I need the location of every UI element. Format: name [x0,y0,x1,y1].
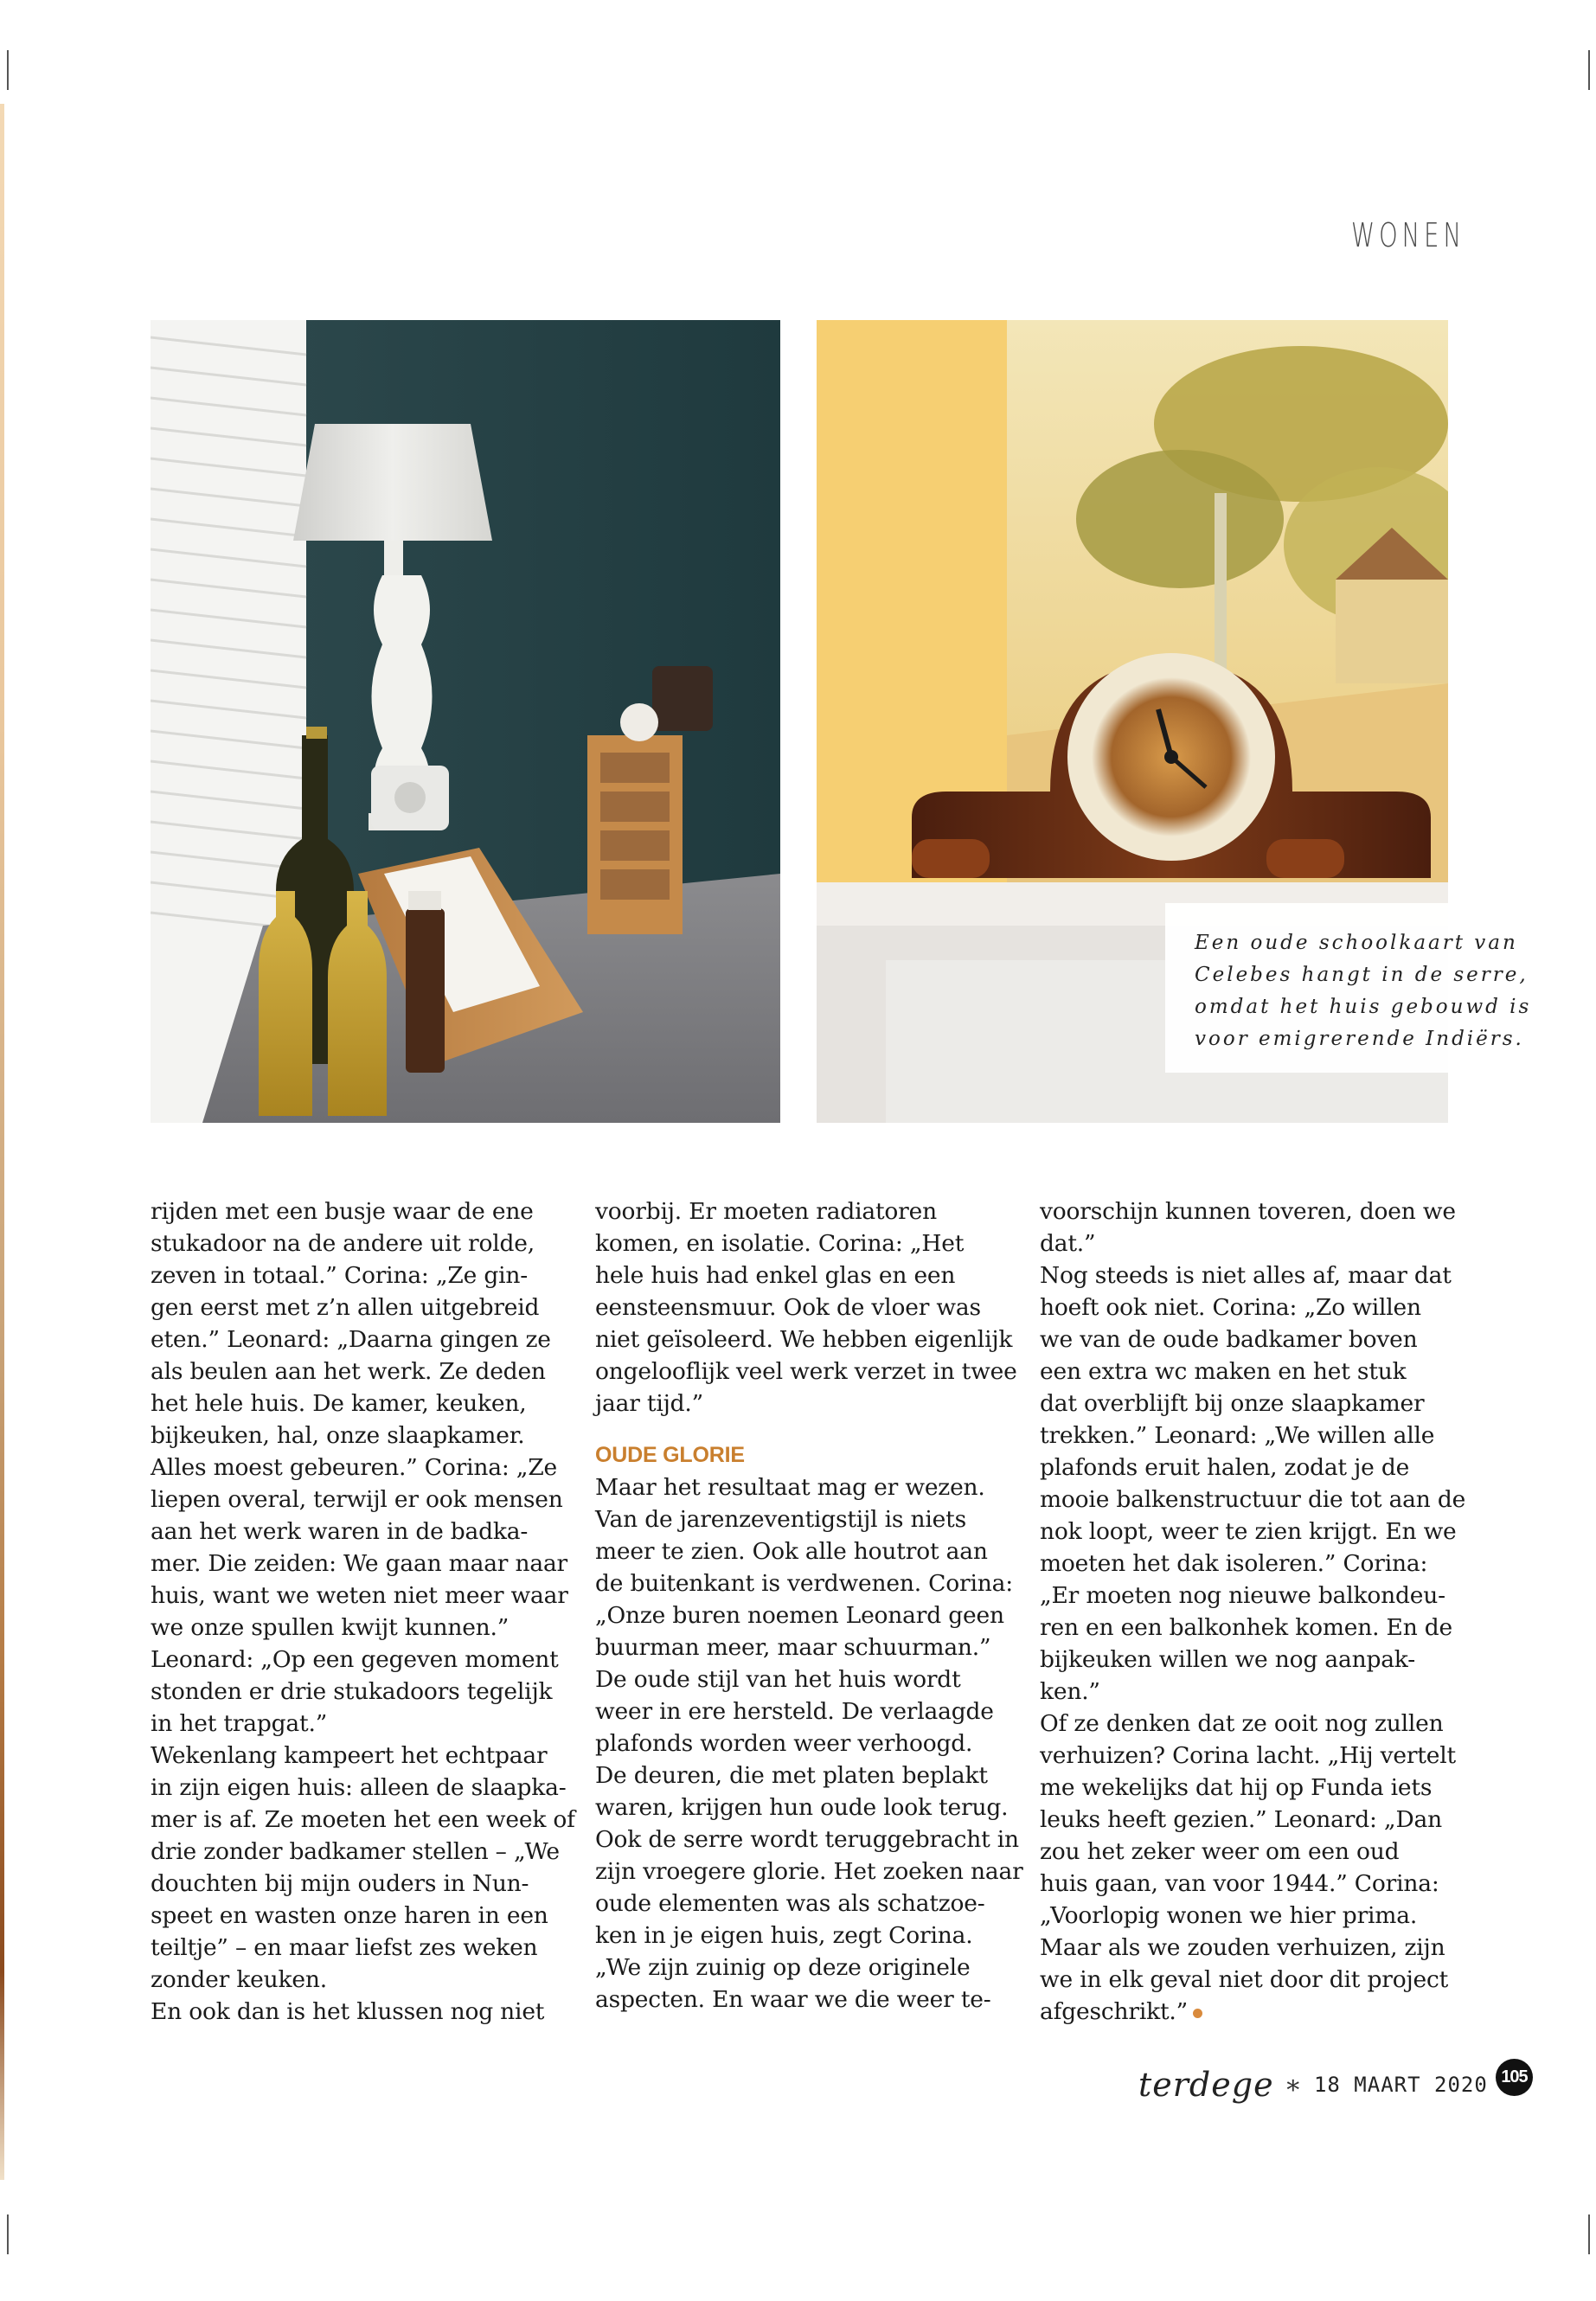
text-line: trekken.” Leonard: „We willen alle [1040,1422,1435,1449]
text-line: mer is af. Ze moeten het een week of [151,1806,575,1833]
asterisk-separator-icon: ∗ [1284,2069,1302,2100]
text-line: zou het zeker weer om een oud [1040,1838,1400,1865]
text-line: voorbij. Er moeten radiatoren [595,1198,937,1225]
text-line: mer. Die zeiden: We gaan maar naar [151,1550,568,1577]
text-line: weer in ere hersteld. De verlaagde [595,1698,994,1725]
caption-line: Celebes hangt in de serre, [1195,964,1529,986]
section-label: WONEN [1351,216,1466,254]
text-line: meer te zien. Ook alle houtrot aan [595,1538,988,1565]
text-line: Alles moest gebeuren.” Corina: „Ze [151,1454,558,1481]
text-line: dat overblijft bij onze slaapkamer [1040,1390,1425,1417]
text-line: in zijn eigen huis: alleen de slaapka- [151,1774,567,1801]
text-line: bijkeuken willen we nog aanpak- [1040,1646,1415,1673]
crop-mark-top-right [1588,50,1590,90]
text-line: we onze spullen kwijt kunnen.” [151,1614,510,1641]
text-line: eten.” Leonard: „Daarna gingen ze [151,1326,551,1353]
text-line: huis gaan, van voor 1944.” Corina: [1040,1870,1439,1897]
text-line: „Onze buren noemen Leonard geen [595,1602,1004,1629]
text-line: zeven in totaal.” Corina: „Ze gin- [151,1262,528,1289]
text-line: Van de jarenzeventigstijl is niets [595,1506,966,1533]
text-line: Wekenlang kampeert het echtpaar [151,1742,548,1769]
text-line: De oude stijl van het huis wordt [595,1666,961,1693]
text-line: leuks heeft gezien.” Leonard: „Dan [1040,1806,1442,1833]
text-line: bijkeuken, hal, onze slaapkamer. [151,1422,525,1449]
text-line: stukadoor na de andere uit rolde, [151,1230,535,1257]
text-line: verhuizen? Corina lacht. „Hij vertelt [1040,1742,1456,1769]
end-of-article-dot [1193,2009,1202,2018]
text-line: De deuren, die met platen beplakt [595,1762,988,1789]
text-line: Maar als we zouden verhuizen, zijn [1040,1934,1445,1961]
text-line: speet en wasten onze haren in een [151,1902,548,1929]
text-line: afgeschrikt.” [1040,1998,1188,2025]
text-line: Of ze denken dat ze ooit nog zullen [1040,1710,1444,1737]
crop-mark-top-left [7,50,9,90]
text-line: de buitenkant is verdwenen. Corina: [595,1570,1013,1597]
text-line: we in elk geval niet door dit project [1040,1966,1449,1993]
caption-line: Een oude schoolkaart van [1195,932,1518,954]
text-line: moeten het dak isoleren.” Corina: [1040,1550,1428,1577]
text-line: hoeft ook niet. Corina: „Zo willen [1040,1294,1421,1321]
text-line: aspecten. En waar we die weer te- [595,1986,991,2013]
text-line: oude elementen was als schatzoe- [595,1890,985,1917]
text-line: in het trapgat.” [151,1710,328,1737]
text-line: ren en een balkonhek komen. En de [1040,1614,1453,1641]
text-line: jaar tijd.” [595,1390,703,1417]
crop-mark-bottom-right [1588,2214,1590,2254]
text-line: ken.” [1040,1678,1100,1705]
text-line: eensteensmuur. Ook de vloer was [595,1294,981,1321]
crop-mark-bottom-left [7,2214,9,2254]
text-line: mooie balkenstructuur die tot aan de [1040,1486,1466,1513]
text-line: „Voorlopig wonen we hier prima. [1040,1902,1418,1929]
text-line: douchten bij mijn ouders in Nun- [151,1870,529,1897]
text-line-last [1040,1996,1455,2028]
photo-caption [1165,903,1532,1073]
magazine-brand: terdege [1138,2066,1274,2104]
text-line: zonder keuken. [151,1966,327,1993]
text-line: voorschijn kunnen toveren, doen we [1040,1198,1456,1225]
caption-line: voor emigrerende Indiërs. [1195,1028,1524,1050]
text-line: „Er moeten nog nieuwe balkondeu- [1040,1582,1445,1609]
text-line: hele huis had enkel glas en een [595,1262,956,1289]
text-line: Nog steeds is niet alles af, maar dat [1040,1262,1452,1289]
page-footer [1138,2059,1488,2111]
text-line: als beulen aan het werk. Ze deden [151,1358,546,1385]
text-line: liepen overal, terwijl er ook mensen [151,1486,563,1513]
text-line: En ook dan is het klussen nog niet [151,1998,545,2025]
text-line: een extra wc maken en het stuk [1040,1358,1407,1385]
text-line: plafonds worden weer verhoogd. [595,1730,973,1757]
text-line: nok loopt, weer te zien krijgt. En we [1040,1518,1457,1545]
text-line: ongelooflijk veel werk verzet in twee [595,1358,1017,1385]
text-line: plafonds eruit halen, zodat je de [1040,1454,1410,1481]
page-number: 105 [1496,2059,1533,2096]
text-line: buurman meer, maar schuurman.” [595,1634,991,1661]
article-column-1 [151,1195,575,2028]
text-line: drie zonder badkamer stellen – „We [151,1838,560,1865]
text-line: dat.” [1040,1230,1096,1257]
text-line: huis, want we weten niet meer waar [151,1582,568,1609]
text-line: stonden er drie stukadoors tegelijk [151,1678,553,1705]
text-line: rijden met een busje waar de ene [151,1198,534,1225]
text-line: we van de oude badkamer boven [1040,1326,1418,1353]
article-column-2 [595,1195,1023,2016]
text-line: „We zijn zuinig op deze originele [595,1954,971,1981]
text-line: Ook de serre wordt teruggebracht in [595,1826,1019,1853]
text-line: komen, en isolatie. Corina: „Het [595,1230,965,1257]
text-line: me wekelijks dat hij op Funda iets [1040,1774,1433,1801]
bleed-edge [0,104,4,2180]
text-line: Maar het resultaat mag er wezen. [595,1474,985,1501]
text-line: niet geïsoleerd. We hebben eigenlijk [595,1326,1013,1353]
text-line: gen eerst met z’n allen uitgebreid [151,1294,540,1321]
section-subheading: OUDE GLORIE [595,1443,745,1467]
lamp-and-spices-photo [151,320,780,1123]
caption-line: omdat het huis gebouwd is [1195,996,1532,1018]
issue-date: 18 MAART 2020 [1313,2073,1488,2097]
article-column-3 [1040,1195,1466,2028]
text-line: aan het werk waren in de badka- [151,1518,529,1545]
text-line: het hele huis. De kamer, keuken, [151,1390,527,1417]
text-line: Leonard: „Op een gegeven moment [151,1646,559,1673]
text-line: waren, krijgen hun oude look terug. [595,1794,1009,1821]
text-line: zijn vroegere glorie. Het zoeken naar [595,1858,1023,1885]
text-line: teiltje” – en maar liefst zes weken [151,1934,538,1961]
text-line: ken in je eigen huis, zegt Corina. [595,1922,973,1949]
